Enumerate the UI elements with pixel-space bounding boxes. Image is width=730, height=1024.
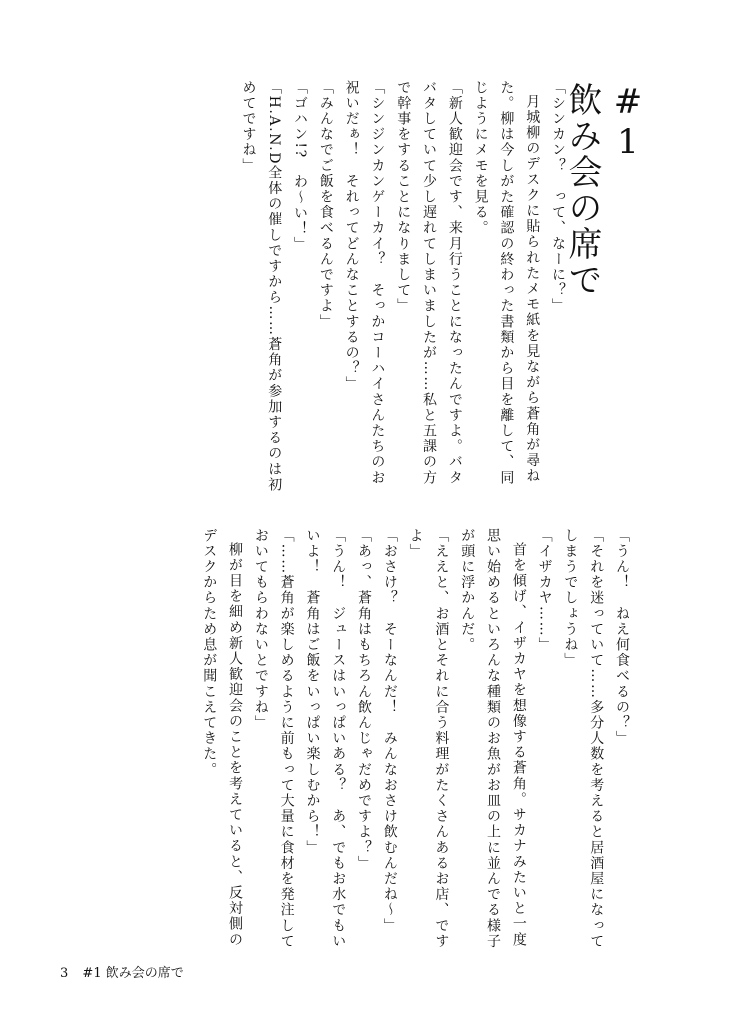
paragraph: 柳が目を細め新人歓迎会のことを考えていると、反対側のデスクからため息が聞こえてきた。: [201, 528, 244, 948]
paragraph: 「あっ、蒼角はもちろん飲んじゃだめですよ？」: [356, 528, 373, 872]
paragraph: 「イザカヤ……」: [536, 528, 553, 653]
page-footer: [60, 962, 194, 982]
paragraph: 「H.A.N.D全体の催しですから……蒼角が参加するのは初めてですね」: [240, 80, 283, 493]
paragraph: 「うん！ ねえ何食べるの？」: [614, 528, 630, 747]
paragraph: 「みんなでご飯を食べるんですよ」: [317, 80, 334, 330]
paragraph: 「新人歓迎会です、来月行うことになったんですよ。バタバタしていて少し遅れてしまいましたが……私と五課の方で幹事をすることになりまして」: [395, 80, 463, 486]
paragraph: 「ゴハン!? わ〜い！」: [292, 80, 309, 253]
chapter-title: [562, 82, 648, 382]
paragraph: 「……蒼角が楽しめるように前もって大量に食材を発注しておいてもらわないとですね」: [252, 528, 295, 950]
paragraph: 「うん！ ジュースはいっぱいある？ あ、でもお水でもいいよ！ 蒼角はご飯をいっぱい楽しむから！」: [304, 528, 347, 950]
bottom-text-block: [54, 528, 634, 958]
chapter-number: #1: [608, 82, 648, 162]
running-header: #1 飲み会の席で: [82, 966, 184, 981]
paragraph: 「それを迷っていて……多分人数を考えると居酒屋になってしまうでしょうね」: [562, 528, 605, 950]
paragraph: 「シンジンカンゲーカイ？ そっかコーハイさんたちのお祝いだぁ！ それってどんなことするの？」: [343, 80, 386, 486]
chapter-heading: 飲み会の席で: [562, 82, 602, 298]
paragraph: 「ええと、お酒とそれに合う料理がたくさんあるお店、ですよ」: [407, 528, 450, 950]
paragraph: 首を傾げ、イザカヤを想像する蒼角。サカナみたいと一度思い始めるといろんな種類のお魚がお皿の上に並んでる様子が頭に浮かんだ。: [459, 528, 527, 950]
paragraph: 月城柳のデスクに貼られたメモ紙を見ながら蒼角が尋ねた。柳は今しがた確認の終わった書類から目を離して、同じようにメモを見る。: [472, 80, 541, 486]
top-text-block: [50, 80, 570, 500]
paragraph: 「おさけ？ そーなんだ！ みんなおさけ飲むんだね〜」: [381, 528, 398, 934]
page-number: 3: [60, 966, 69, 981]
paragraph: 「シンカン？ って、なーに？」: [550, 80, 566, 314]
